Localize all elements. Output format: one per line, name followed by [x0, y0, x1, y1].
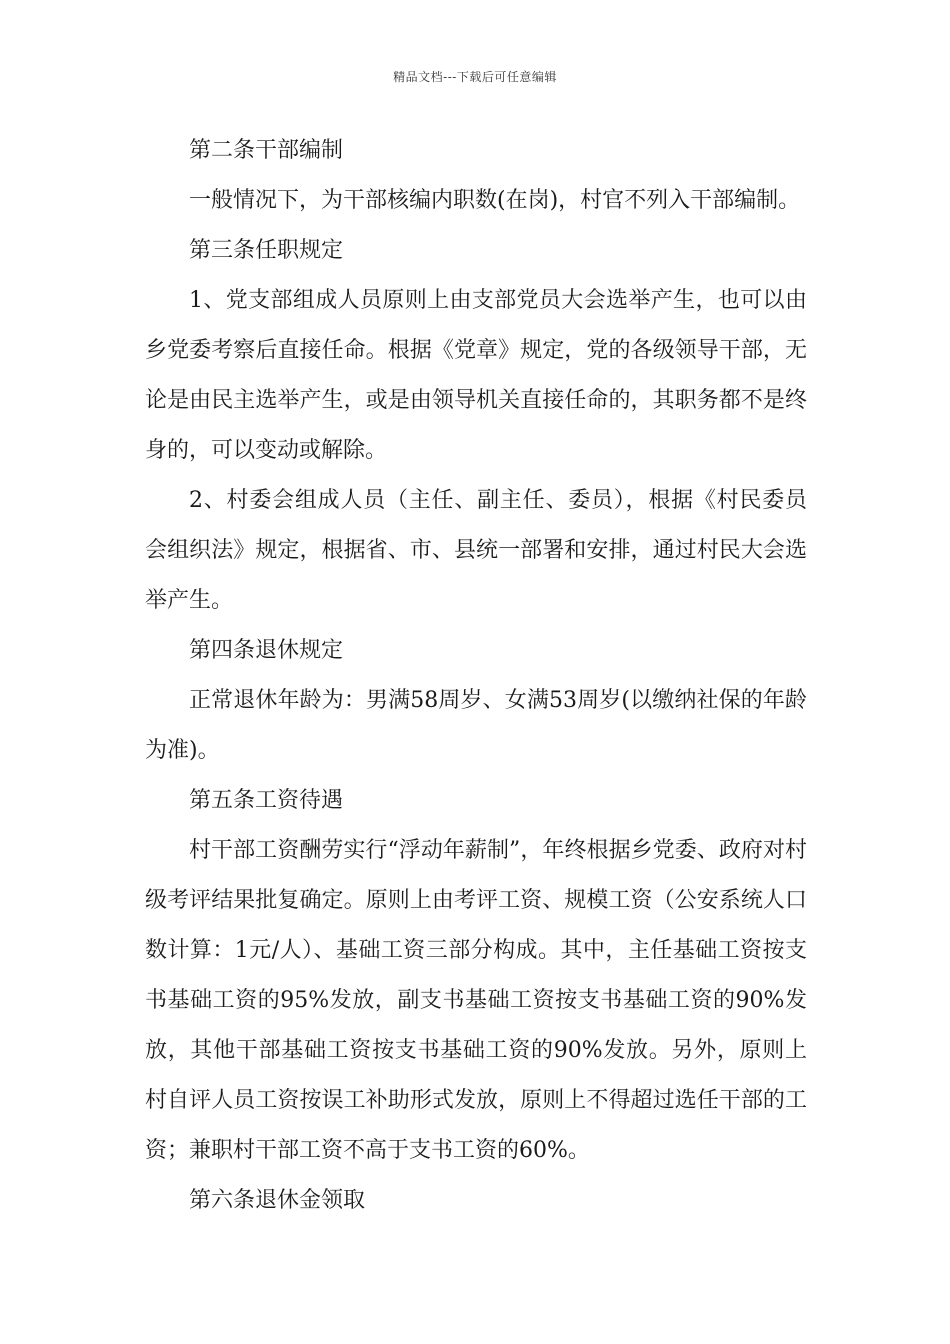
- paragraph-article-3-item-1: 1、党支部组成人员原则上由支部党员大会选举产生，也可以由乡党委考察后直接任命。根据《党章》规定，党的各级领导干部，无论是由民主选举产生，或是由领导机关直接任命的，其职务都不是终身的，可以变动或解除。: [145, 288, 807, 463]
- section-heading-article-4: 第四条退休规定: [189, 638, 344, 663]
- section-heading-article-2: 第二条干部编制: [189, 138, 344, 163]
- page-header: 精品文档---下载后可任意编辑: [393, 70, 557, 84]
- paragraph-article-5: 村干部工资酬劳实行“浮动年薪制”，年终根据乡党委、政府对村级考评结果批复确定。原则上由考评工资、规模工资（公安系统人口数计算：1元/人）、基础工资三部分构成。其中，主任基础工资按支书基础工资的95%发放，副支书基础工资按支书基础工资的90%发放，其他干部基础工资按支书基础工资的90%发放。另外，原则上村自评人员工资按误工补助形式发放，原则上不得超过选任干部的工资；兼职村干部工资不高于支书工资的60%。: [145, 838, 807, 1163]
- section-heading-article-6: 第六条退休金领取: [189, 1188, 366, 1213]
- section-heading-article-3: 第三条任职规定: [189, 238, 344, 263]
- section-heading-article-5: 第五条工资待遇: [189, 788, 344, 813]
- paragraph-article-4: 正常退休年龄为：男满58周岁、女满53周岁(以缴纳社保的年龄为准)。: [145, 688, 807, 763]
- document-body: [145, 126, 807, 1226]
- paragraph-article-2: 一般情况下，为干部核编内职数(在岗)，村官不列入干部编制。: [189, 188, 801, 213]
- paragraph-article-3-item-2: 2、村委会组成人员（主任、副主任、委员），根据《村民委员会组织法》规定，根据省、市、县统一部署和安排，通过村民大会选举产生。: [145, 488, 807, 613]
